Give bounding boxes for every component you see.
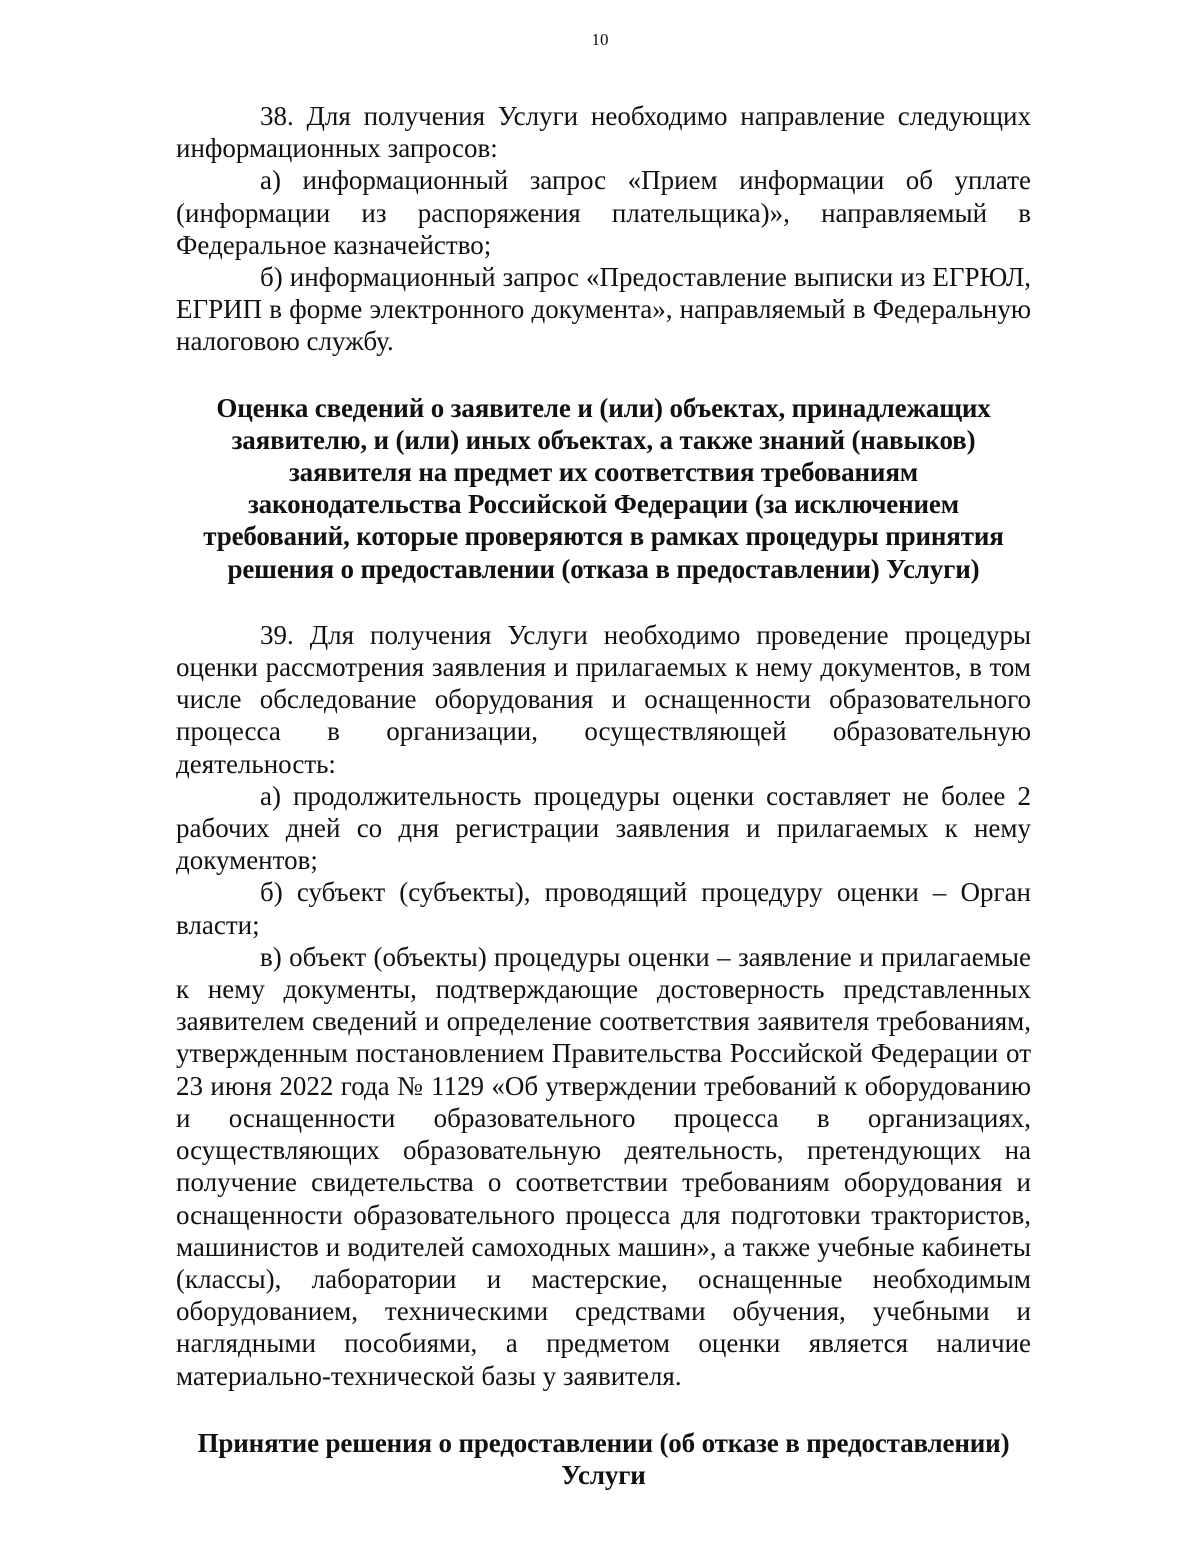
section-heading-decision: Принятие решения о предоставлении (об отказе в предоставлении) Услуги xyxy=(197,1427,1010,1490)
paragraph-38-item-b: б) информационный запрос «Предоставление выписки из ЕГРЮЛ, ЕГРИП в форме электронного документа», направляемый в Федеральную налоговою службу. xyxy=(176,262,1031,357)
paragraph-38-intro: 38. Для получения Услуги необходимо направление следующих информационных запросов: xyxy=(176,101,1031,164)
document-body xyxy=(176,100,1031,1491)
paragraph-39-item-a: а) продолжительность процедуры оценки составляет не более 2 рабочих дней со дня регистрации заявления и прилагаемых к нему документов; xyxy=(176,780,1031,876)
section-heading-assessment: Оценка сведений о заявителе и (или) объектах, принадлежащих заявителю, и (или) иных объектах, а также знаний (навыков) заявителя на предмет их соответствия требованиям законодательства Российской Федерации (за исключением требований, которые проверяются в рамках процедуры принятия решения о предоставлении (отказа в предоставлении) Услуги) xyxy=(203,392,1004,584)
paragraph-39-intro: 39. Для получения Услуги необходимо проведение процедуры оценки рассмотрения заявления и прилагаемых к нему документов, в том числе обследование оборудования и оснащенности образовательного процесса в организации, осуществляющей образовательную деятельность: xyxy=(176,619,1031,779)
paragraph-38-item-a: а) информационный запрос «Прием информации об уплате (информации из распоряжения плательщика)», направляемый в Федеральное казначейство; xyxy=(176,165,1031,260)
paragraph-39-item-v: в) объект (объекты) процедуры оценки – заявление и прилагаемые к нему документы, подтверждающие достоверность представленных заявителем сведений и определение соответствия заявителя требованиям, утвержденным постановлением Правительства Российской Федерации от 23 июня 2022 года № 1129 «Об утверждении требований к оборудованию и оснащенности образовательного процесса в организациях, осуществляющих образовательную деятельность, претендующих на получение свидетельства о соответствии требованиям оборудования и оснащенности образовательного процесса для подготовки трактористов, машинистов и водителей самоходных машин», а также учебные кабинеты (классы), лаборатории и мастерские, оснащенные необходимым оборудованием, техническими средствами обучения, учебными и наглядными пособиями, а предметом оценки является наличие материально-технической базы у заявителя. xyxy=(176,941,1031,1391)
paragraph-39-item-b: б) субъект (субъекты), проводящий процедуру оценки – Орган власти; xyxy=(176,877,1031,940)
page-number: 10 xyxy=(591,30,609,49)
